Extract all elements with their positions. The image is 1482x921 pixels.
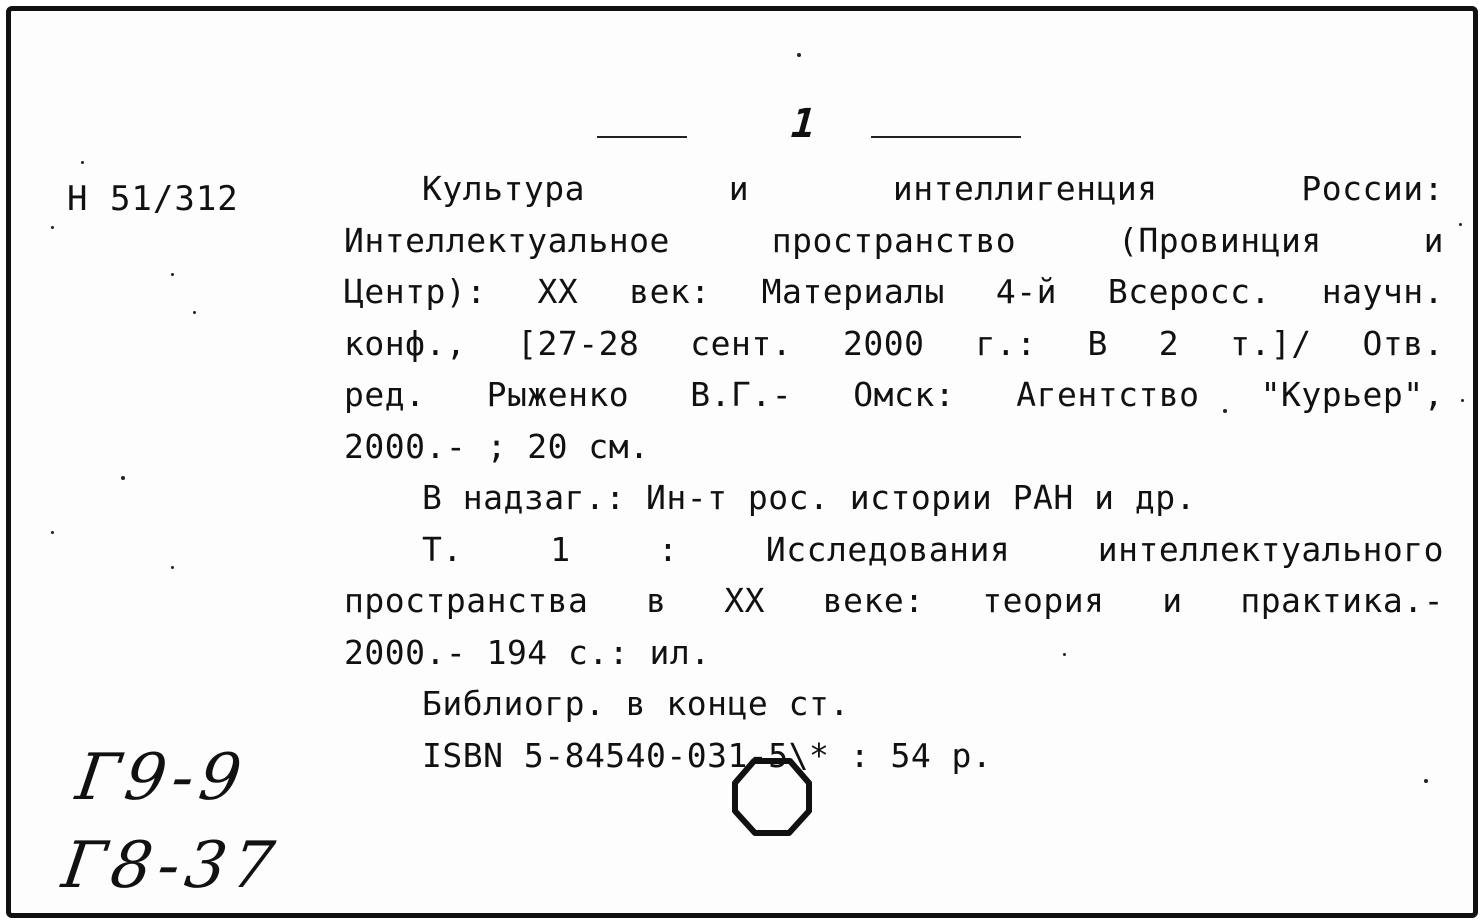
volume-line: 2000.- 194 с.: ил.: [344, 632, 711, 672]
entry-line: Культура и интеллигенция России:: [422, 169, 1444, 208]
bibliographic-entry: [344, 163, 1444, 781]
entry-line: Центр): XX век: Материалы 4-й Всеросс. научн.: [344, 272, 1444, 311]
page-mark: 1: [784, 101, 822, 147]
scan-speck: [51, 531, 54, 534]
scan-speck: [171, 273, 174, 276]
scan-speck: [1461, 399, 1464, 402]
scan-speck: [1459, 223, 1462, 226]
scan-speck: [171, 566, 174, 569]
scan-speck: [121, 476, 125, 480]
scan-speck: [81, 161, 84, 164]
entry-line: 2000.- ; 20 см.: [344, 426, 650, 466]
top-rule-left: [597, 136, 687, 138]
entry-line: конф., [27-28 сент. 2000 г.: В 2 т.]/ Отв.: [344, 323, 1444, 363]
library-stamp-circle: [729, 753, 815, 839]
catalog-card: [6, 6, 1478, 918]
top-rule-right: [871, 136, 1021, 138]
entry-line: ред. Рыженко В.Г.- Омск: Агентство "Курьер",: [344, 375, 1444, 414]
scan-speck: [193, 311, 196, 314]
volume-line: пространства в XX веке: теория и практика.-: [344, 581, 1444, 620]
entry-line: Интеллектуальное пространство (Провинция и: [344, 220, 1444, 260]
volume-line: Т. 1 : Исследования интеллектуального: [422, 529, 1444, 569]
handwritten-note: Г8-37: [57, 829, 285, 903]
bibliography-note: Библиогр. в конце ст.: [422, 684, 850, 723]
scan-speck: [51, 226, 54, 229]
isbn-line: ISBN 5-84540-031-5\* : 54 р.: [422, 735, 993, 775]
handwritten-note: Г9-9: [71, 741, 252, 815]
scan-speck: [797, 53, 801, 57]
note-line: В надзаг.: Ин-т рос. истории РАН и др.: [422, 478, 1196, 517]
shelfmark: Н 51/312: [67, 179, 239, 219]
